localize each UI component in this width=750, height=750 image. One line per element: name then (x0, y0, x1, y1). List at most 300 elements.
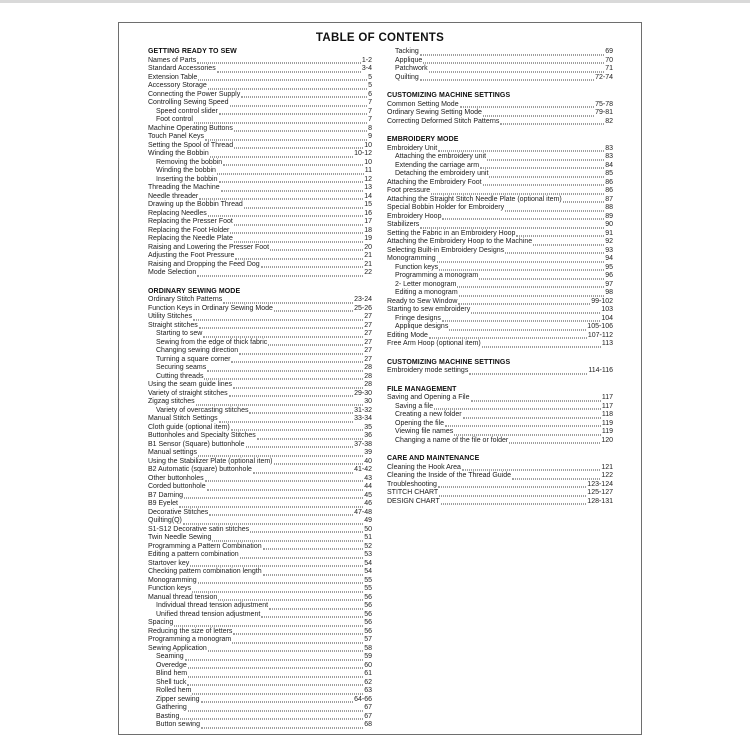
toc-entry (387, 247, 613, 256)
toc-entry (148, 99, 372, 108)
dot-leader (429, 71, 605, 72)
dot-leader (197, 63, 361, 64)
toc-entry-label: Ready to Sew Window (387, 297, 458, 305)
toc-entry (148, 184, 372, 193)
toc-entry-label: Opening the file (395, 419, 445, 427)
toc-entry (148, 602, 372, 611)
toc-entry-label: Starting to sew embroidery (387, 306, 471, 313)
toc-entry (387, 332, 613, 341)
toc-entry-label: Connecting the Power Supply (148, 90, 241, 98)
dot-leader (469, 373, 587, 374)
dot-leader (233, 634, 363, 635)
toc-entry-page-number: 54 (364, 568, 372, 575)
toc-entry-label: Zipper sewing (156, 695, 200, 703)
toc-entry-page-number: 85 (605, 170, 613, 177)
dot-leader (208, 88, 367, 89)
toc-entry-page-number: 27 (364, 355, 372, 363)
toc-entry-label: Variety of overcasting stitches (156, 406, 249, 414)
toc-entry-page-number: 59 (364, 653, 372, 660)
toc-entry-label: Cutting threads (156, 372, 204, 380)
dot-leader (261, 267, 364, 268)
toc-entry-label: Detaching the embroidery unit (395, 170, 489, 177)
toc-entry-label: Setting the Fabric in an Embroidery Hoop (387, 229, 516, 237)
toc-entry-page-number: 120 (601, 436, 613, 444)
toc-entry-page-number: 13 (364, 184, 372, 191)
section-header: CUSTOMIZING MACHINE SETTINGS (387, 92, 511, 99)
toc-entry-label: 2- Letter monogram (395, 280, 457, 288)
toc-entry (148, 534, 372, 543)
toc-entry-page-number: 89 (605, 212, 613, 220)
toc-entry (148, 441, 372, 450)
toc-entry (148, 244, 372, 253)
toc-entry (387, 323, 613, 332)
toc-entry-page-number: 98 (605, 289, 613, 296)
toc-entry (387, 264, 613, 273)
dot-leader (183, 523, 363, 524)
toc-entry-page-number: 88 (605, 204, 613, 211)
toc-entry-page-number: 94 (605, 255, 613, 262)
toc-entry-page-number: 86 (605, 187, 613, 194)
toc-entry-page-number: 69 (605, 48, 613, 55)
toc-section (148, 288, 372, 730)
toc-entry-label: Cleaning the Inside of the Thread Guide (387, 472, 512, 479)
toc-entry-label: Securing seams (156, 364, 207, 371)
toc-entry (148, 373, 372, 382)
scan-edge-artifact (0, 0, 750, 3)
toc-entry-page-number: 82 (605, 117, 613, 125)
dot-leader (223, 302, 353, 303)
toc-entry-page-number: 55 (364, 585, 372, 592)
toc-entry-page-number: 9 (368, 133, 372, 140)
toc-entry-label: Replacing the Needle Plate (148, 235, 233, 242)
dot-leader (487, 159, 604, 160)
dot-leader (212, 540, 363, 541)
toc-entry (148, 261, 372, 270)
toc-entry (148, 721, 372, 730)
dot-leader (249, 413, 353, 414)
toc-entry (148, 696, 372, 705)
toc-entry (387, 403, 613, 412)
toc-entry (148, 108, 372, 117)
toc-entry (148, 619, 372, 628)
toc-entry-page-number: 84 (605, 161, 613, 169)
toc-entry-label: Mode Selection (148, 269, 197, 276)
toc-entry (148, 57, 372, 66)
toc-entry-page-number: 122 (601, 472, 613, 479)
toc-entry-page-number: 54 (364, 559, 372, 567)
dot-leader (483, 185, 605, 186)
toc-entry (148, 218, 372, 227)
toc-entry (148, 159, 372, 168)
dot-leader (192, 693, 363, 694)
toc-entry (148, 645, 372, 654)
toc-entry-label: Turning a square corner (156, 355, 231, 363)
toc-entry (387, 221, 613, 230)
toc-entry-label: Needle threader (148, 192, 199, 200)
toc-entry (148, 611, 372, 620)
toc-entry-page-number: 41-42 (354, 466, 372, 473)
toc-entry-page-number: 105-106 (587, 323, 613, 330)
dot-leader (190, 566, 363, 567)
toc-entry (148, 150, 372, 159)
dot-leader (471, 400, 601, 401)
toc-entry-label: Gathering (156, 704, 187, 711)
toc-entry-label: Corded buttonhole (148, 483, 206, 490)
toc-entry-page-number: 58 (364, 644, 372, 652)
toc-entry-label: Drawing up the Bobbin Thread (148, 201, 243, 208)
toc-entry-page-number: 40 (364, 457, 372, 465)
toc-entry-page-number: 83 (605, 153, 613, 160)
dot-leader (196, 404, 364, 405)
toc-entry (148, 713, 372, 722)
section-header: FILE MANAGEMENT (387, 385, 457, 393)
toc-entry (387, 230, 613, 239)
toc-entry (148, 142, 372, 151)
dot-leader (234, 131, 367, 132)
toc-entry-page-number: 70 (605, 56, 613, 64)
toc-entry-label: Attaching the Straight Stitch Needle Plate (optional item) (387, 195, 562, 203)
dot-leader (420, 54, 604, 55)
toc-entry-page-number: 6 (368, 90, 372, 98)
dot-leader (244, 207, 363, 208)
toc-entry-label: Troubleshooting (387, 480, 437, 488)
toc-entry (148, 687, 372, 696)
toc-entry-page-number: 17 (364, 218, 372, 225)
toc-entry-page-number: 30 (364, 398, 372, 405)
dot-leader (250, 532, 363, 533)
dot-leader (193, 319, 363, 320)
dot-leader (261, 617, 363, 618)
dot-leader (184, 498, 363, 499)
toc-entry-page-number: 75-78 (595, 100, 613, 108)
dot-leader (462, 470, 600, 471)
dot-leader (229, 396, 353, 397)
toc-entry-label: Raising and Dropping the Feed Dog (148, 260, 260, 268)
toc-entry-page-number: 47-48 (354, 508, 372, 516)
toc-entry-page-number: 119 (601, 419, 613, 427)
toc-entry (387, 118, 613, 127)
toc-entry-label: Changing a name of the file or folder (395, 436, 509, 444)
toc-entry-label: Sewing from the edge of thick fabric (156, 338, 268, 346)
toc-entry (148, 176, 372, 185)
toc-entry-label: Setting the Spool of Thread (148, 141, 234, 149)
dot-leader (263, 549, 364, 550)
toc-entry-page-number: 51 (364, 534, 372, 541)
dot-leader (235, 258, 363, 259)
toc-entry-label: B7 Darning (148, 491, 184, 499)
dot-leader (194, 122, 367, 123)
toc-entry-page-number: 7 (368, 107, 372, 115)
dot-leader (270, 250, 363, 251)
toc-entry (387, 187, 613, 196)
toc-entry (387, 196, 613, 205)
toc-entry-label: Foot control (156, 116, 193, 123)
toc-entry-page-number: 67 (364, 712, 372, 720)
dot-leader (208, 651, 363, 652)
dot-leader (230, 233, 363, 234)
toc-entry-page-number: 67 (364, 704, 372, 711)
toc-entry-page-number: 5 (368, 73, 372, 81)
toc-entry (387, 481, 613, 490)
toc-entry (148, 483, 372, 492)
toc-entry-page-number: 118 (601, 411, 613, 418)
toc-entry-page-number: 57 (364, 636, 372, 643)
toc-entry (387, 145, 613, 154)
toc-entry (148, 133, 372, 142)
dot-leader (199, 328, 363, 329)
toc-entry-page-number: 23-24 (354, 296, 372, 303)
toc-entry (148, 65, 372, 74)
dot-leader (457, 287, 604, 288)
toc-entry-page-number: 10 (364, 141, 372, 149)
toc-entry-page-number: 92 (605, 238, 613, 245)
dot-leader (207, 489, 364, 490)
dot-leader (185, 659, 364, 660)
toc-entry-label: Quilting(Q) (148, 517, 182, 524)
toc-entry (387, 101, 613, 110)
section-header: EMBROIDERY MODE (387, 136, 459, 143)
dot-leader (253, 472, 353, 473)
dot-leader (437, 261, 605, 262)
dot-leader (198, 80, 367, 81)
toc-entry (387, 306, 613, 315)
toc-entry-label: Attaching the Embroidery Foot (387, 178, 482, 186)
toc-entry (148, 466, 372, 475)
toc-entry-page-number: 31-32 (354, 406, 372, 414)
dot-leader (434, 409, 601, 410)
dot-leader (208, 216, 363, 217)
dot-leader (221, 190, 364, 191)
toc-entry-page-number: 56 (364, 619, 372, 626)
toc-entry-label: Ordinary Sewing Setting Mode (387, 109, 482, 116)
toc-entry (148, 116, 372, 125)
toc-entry (387, 472, 613, 481)
toc-entry-label: Manual settings (148, 449, 198, 456)
toc-entry-page-number: 99-102 (591, 297, 613, 305)
dot-leader (188, 668, 363, 669)
toc-entry-label: Applique (395, 56, 423, 64)
dot-leader (480, 168, 604, 169)
toc-entry (148, 322, 372, 331)
toc-entry (148, 227, 372, 236)
dot-leader (239, 353, 363, 354)
toc-entry-label: Speed control slider (156, 107, 218, 115)
toc-entry-page-number: 119 (601, 428, 613, 435)
toc-entry-label: B1 Sensor (Square) buttonhole (148, 440, 245, 448)
dot-leader (516, 236, 604, 237)
dot-leader (533, 244, 604, 245)
dot-leader (188, 710, 363, 711)
toc-entry-page-number: 43 (364, 474, 372, 482)
dot-leader (246, 447, 354, 448)
toc-entry-label: Embroidery Unit (387, 144, 438, 152)
toc-entry-page-number: 96 (605, 272, 613, 279)
toc-entry-label: Replacing the Presser Foot (148, 218, 233, 225)
toc-entry-page-number: 29-30 (354, 389, 372, 397)
dot-leader (471, 312, 600, 313)
toc-entry-label: Monogramming (387, 255, 436, 262)
toc-entry-page-number: 5 (368, 82, 372, 89)
toc-entry (387, 213, 613, 222)
toc-entry-label: Correcting Deformed Stitch Patterns (387, 117, 500, 125)
dot-leader (512, 478, 600, 479)
toc-entry-label: Free Arm Hoop (optional item) (387, 340, 481, 347)
section-header: ORDINARY SEWING MODE (148, 287, 241, 295)
dot-leader (198, 455, 363, 456)
toc-entry (148, 577, 372, 586)
toc-entry (148, 475, 372, 484)
toc-entry (387, 272, 613, 281)
toc-entry-page-number: 15 (364, 201, 372, 208)
toc-entry-label: Accessory Storage (148, 82, 207, 89)
toc-entry-label: Adjusting the Foot Pressure (148, 252, 235, 259)
toc-entry-page-number: 107-112 (587, 331, 613, 339)
toc-entry-label: Buttonholes and Specialty Stitches (148, 432, 256, 439)
toc-entry (148, 424, 372, 433)
toc-section (387, 455, 613, 506)
toc-entry-label: Programming a monogram (148, 636, 232, 643)
toc-column-right (387, 48, 613, 506)
toc-entry-label: Viewing file names (395, 428, 454, 435)
toc-entry-label: Fringe designs (395, 314, 441, 322)
toc-entry-page-number: 28 (364, 372, 372, 380)
toc-entry-label: Touch Panel Keys (148, 133, 205, 140)
toc-entry-label: Common Setting Mode (387, 100, 459, 108)
toc-entry (387, 437, 613, 446)
toc-entry (387, 74, 613, 83)
toc-entry-label: Other buttonholes (148, 474, 204, 482)
toc-entry-label: Button sewing (156, 721, 200, 728)
toc-entry-page-number: 10-12 (354, 150, 372, 157)
toc-entry-page-number: 86 (605, 178, 613, 186)
dot-leader (232, 642, 363, 643)
toc-entry-label: Sewing Application (148, 644, 207, 652)
toc-entry-label: Programming a monogram (395, 272, 479, 279)
toc-entry-page-number: 11 (364, 167, 372, 174)
dot-leader (207, 370, 363, 371)
toc-page (118, 22, 642, 735)
toc-entry-page-number: 36 (364, 432, 372, 439)
toc-entry-label: S1-S12 Decorative satin stitches (148, 525, 250, 533)
toc-entry (387, 298, 613, 307)
toc-entry (148, 594, 372, 603)
toc-entry-label: Tacking (395, 48, 419, 55)
toc-entry-page-number: 71 (605, 65, 613, 72)
toc-entry-label: Shell tuck (156, 678, 187, 686)
toc-entry-label: Threading the Machine (148, 184, 220, 191)
toc-entry (148, 269, 372, 278)
toc-entry-page-number: 93 (605, 246, 613, 254)
dot-leader (197, 275, 363, 276)
toc-entry (387, 48, 613, 57)
toc-section (387, 386, 613, 446)
toc-entry-label: Standard Accessories (148, 65, 216, 72)
toc-entry-page-number: 27 (364, 347, 372, 354)
toc-entry-page-number: 79-81 (595, 109, 613, 116)
toc-entry-page-number: 28 (364, 364, 372, 371)
dot-leader (420, 80, 594, 81)
toc-entry-page-number: 125-127 (587, 489, 613, 496)
toc-entry-label: Special Bobbin Holder for Embroidery (387, 204, 505, 211)
page-title: TABLE OF CONTENTS (315, 32, 445, 44)
dot-leader (479, 278, 604, 279)
toc-entry-label: Spacing (148, 619, 174, 626)
toc-entry-page-number: 72-74 (595, 73, 613, 81)
dot-leader (445, 426, 601, 427)
toc-entry-page-number: 56 (364, 627, 372, 635)
toc-entry-page-number: 20 (364, 243, 372, 251)
dot-leader (442, 219, 604, 220)
dot-leader (500, 124, 604, 125)
toc-entry (148, 679, 372, 688)
toc-entry-page-number: 27 (364, 313, 372, 320)
toc-entry-page-number: 19 (364, 235, 372, 242)
dot-leader (463, 417, 601, 418)
toc-entry (148, 628, 372, 637)
dot-leader (205, 139, 367, 140)
toc-entry-page-number: 10 (364, 158, 372, 166)
toc-entry (148, 330, 372, 339)
dot-leader (234, 148, 363, 149)
toc-entry-label: Basting (156, 712, 180, 720)
toc-entry-page-number: 39 (364, 449, 372, 456)
toc-entry-label: Ordinary Stitch Patterns (148, 296, 223, 303)
dot-leader (505, 253, 604, 254)
dot-leader (217, 173, 364, 174)
toc-entry (148, 356, 372, 365)
dot-leader (199, 199, 363, 200)
toc-entry (148, 339, 372, 348)
toc-entry-page-number: 56 (364, 610, 372, 618)
toc-entry (148, 492, 372, 501)
toc-entry (148, 568, 372, 577)
toc-entry-page-number: 87 (605, 195, 613, 203)
dot-leader (201, 702, 354, 703)
toc-entry-page-number: 49 (364, 517, 372, 524)
dot-leader (268, 345, 363, 346)
toc-entry-page-number: 56 (364, 593, 372, 601)
toc-entry-page-number: 7 (368, 99, 372, 106)
toc-section (387, 92, 613, 126)
toc-entry-label: Startover key (148, 559, 190, 567)
toc-entry-page-number: 27 (364, 321, 372, 329)
toc-entry-label: Editing a pattern combination (148, 551, 239, 558)
toc-entry-label: Extending the carriage arm (395, 161, 480, 169)
toc-entry-page-number: 56 (364, 602, 372, 609)
toc-section (387, 136, 613, 349)
dot-leader (269, 608, 363, 609)
dot-leader (234, 224, 363, 225)
toc-entry-label: Rolled hem (156, 687, 192, 694)
toc-entry (148, 517, 372, 526)
toc-entry (148, 235, 372, 244)
toc-entry-page-number: 68 (364, 721, 372, 728)
toc-entry (148, 543, 372, 552)
toc-entry-label: Editing a monogram (395, 289, 458, 296)
toc-entry (148, 704, 372, 713)
toc-entry (387, 411, 613, 420)
toc-entry-page-number: 103 (601, 306, 613, 313)
section-header: CUSTOMIZING MACHINE SETTINGS (387, 358, 511, 366)
toc-entry (148, 364, 372, 373)
dot-leader (441, 504, 587, 505)
dot-leader (438, 151, 604, 152)
dot-leader (233, 387, 363, 388)
dot-leader (439, 270, 604, 271)
toc-entry (148, 560, 372, 569)
toc-entry-label: Embroidery Hoop (387, 212, 442, 220)
toc-entry-label: Variety of straight stitches (148, 389, 228, 397)
